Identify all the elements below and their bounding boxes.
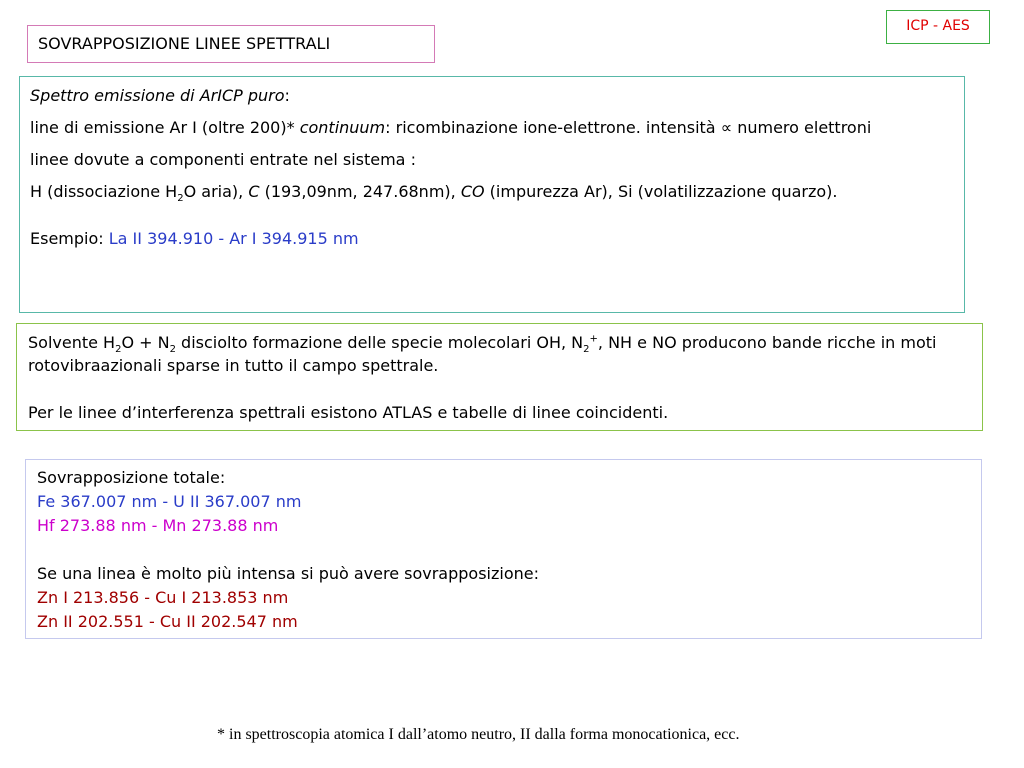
solvent-paragraph xyxy=(28,331,972,377)
example-label: Esempio: xyxy=(30,229,109,248)
emission-lines-text xyxy=(30,116,954,139)
solvent-d: , NH e NO producono bande ricche in moti rotovibraazionali sparse in tutto il campo spettrale. xyxy=(28,333,937,375)
solvent-sub2: 2 xyxy=(169,344,176,356)
atlas-paragraph: Per le linee d’interferenza spettrali esistono ATLAS e tabelle di linee coincidenti. xyxy=(28,403,669,422)
emission-lines-b: : ricombinazione ione-elettrone. intensità ∝ numero elettroni xyxy=(385,118,872,137)
species-d: (193,09nm, 247.68nm), xyxy=(259,182,461,201)
section-tag: ICP - AES xyxy=(886,10,990,44)
footnote: * in spettroscopia atomica I dall’atomo neutro, II dalla forma monocationica, ecc. xyxy=(217,726,740,743)
solvent-sub1: 2 xyxy=(115,344,122,356)
solvent-sup: + xyxy=(589,333,598,345)
slide-title: SOVRAPPOSIZIONE LINEE SPETTRALI xyxy=(27,25,435,63)
solvent-box xyxy=(16,323,983,431)
example-value: La II 394.910 - Ar I 394.915 nm xyxy=(108,229,359,248)
intense-overlap-line-1: Zn I 213.856 - Cu I 213.853 nm xyxy=(37,588,289,607)
total-overlap-heading: Sovrapposizione totale: xyxy=(37,468,226,487)
solvent-a: Solvente H xyxy=(28,333,116,352)
species-a: H (dissociazione H xyxy=(30,182,178,201)
overlap-box xyxy=(25,459,982,639)
species-f: (impurezza Ar), Si (volatilizzazione quarzo). xyxy=(484,182,838,201)
intense-overlap-line-2: Zn II 202.551 - Cu II 202.547 nm xyxy=(37,612,298,631)
spectrum-heading-text: Spettro emissione di ArICP puro xyxy=(30,86,285,105)
total-overlap-line-1: Fe 367.007 nm - U II 367.007 nm xyxy=(37,492,302,511)
spectrum-heading-colon: : xyxy=(284,86,290,105)
continuum-term: continuum xyxy=(299,118,386,137)
intense-overlap-heading: Se una linea è molto più intensa si può avere sovrapposizione: xyxy=(37,564,539,583)
solvent-b: O + N xyxy=(121,333,170,352)
argon-spectrum-box xyxy=(19,76,965,313)
species-sub: 2 xyxy=(177,193,184,205)
species-c: C xyxy=(248,182,260,201)
emission-lines-a: line di emissione Ar I (oltre 200)* xyxy=(30,118,300,137)
spectrum-heading xyxy=(30,84,954,107)
solvent-c: disciolto formazione delle specie molecolari OH, N xyxy=(175,333,584,352)
total-overlap-line-2: Hf 273.88 nm - Mn 273.88 nm xyxy=(37,516,279,535)
species-b: O aria), xyxy=(183,182,249,201)
species-e: CO xyxy=(460,182,485,201)
component-lines-text: linee dovute a componenti entrate nel sistema : xyxy=(30,150,416,169)
solvent-sub3: 2 xyxy=(583,344,590,356)
species-list-text xyxy=(30,180,954,203)
example-line xyxy=(30,227,954,250)
